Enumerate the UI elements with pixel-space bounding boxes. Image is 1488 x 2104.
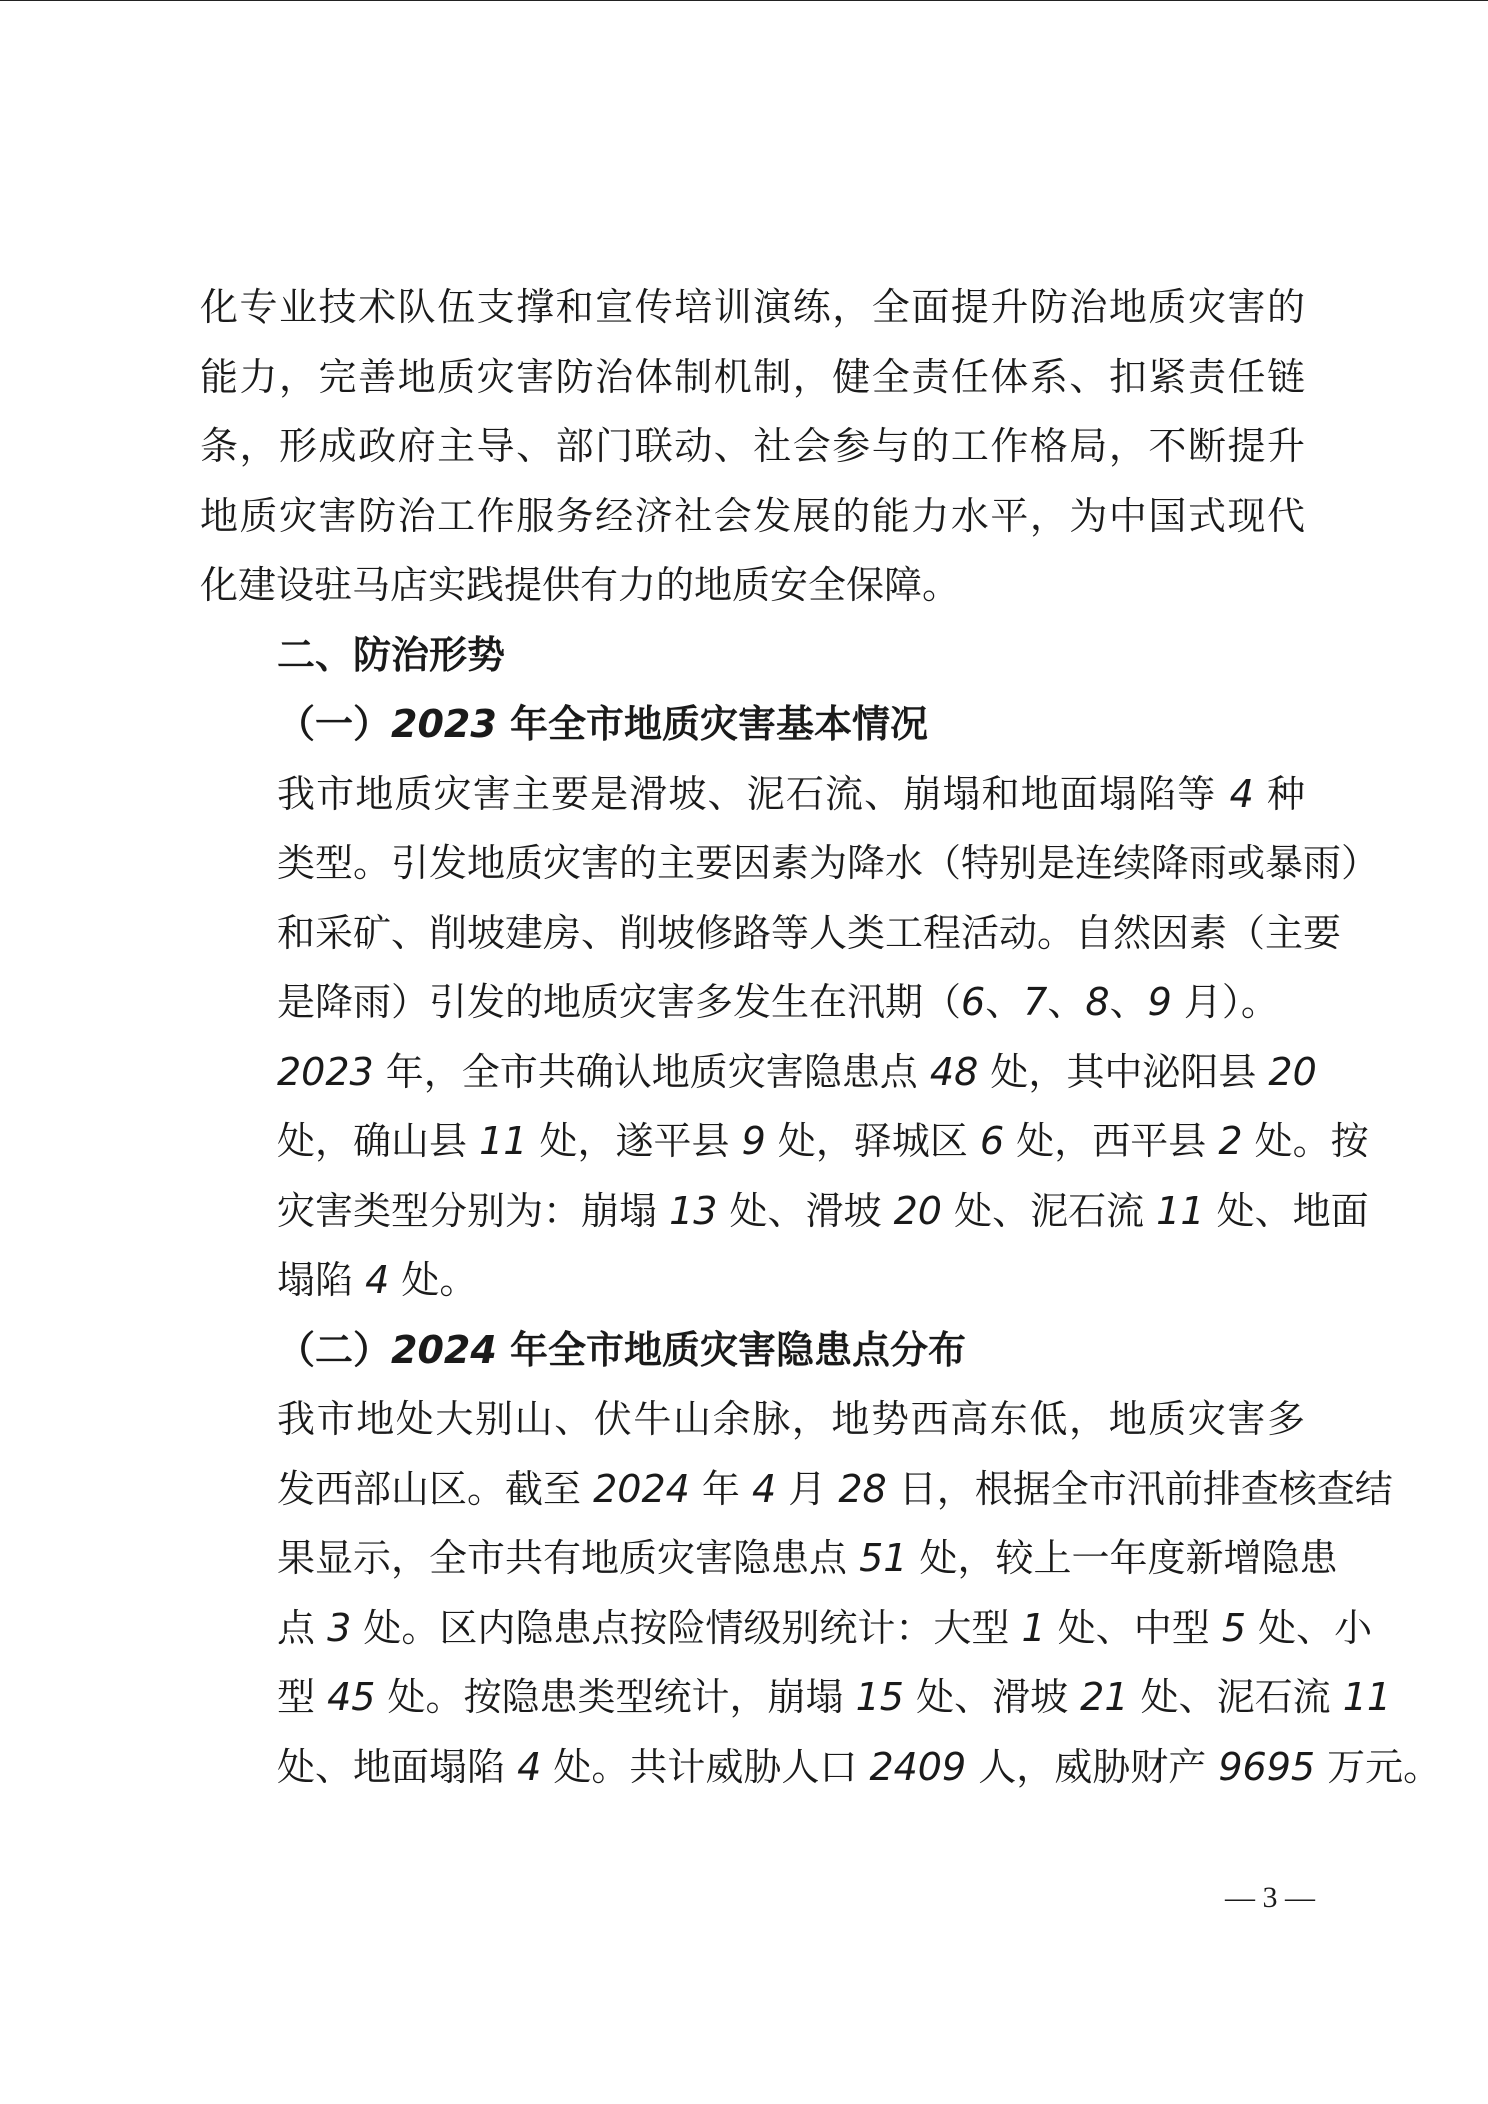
text-run: 月）。 [1171,980,1279,1024]
text-run: 年 [689,1466,752,1511]
subsection-heading [200,1316,1305,1386]
text-run: 处，遂平县 [527,1119,742,1163]
text-run: 处，其中泌阳县 [978,1049,1269,1094]
text-line [200,1524,1338,1594]
text-run: 处，西平县 [1004,1119,1219,1163]
text-run: 是降雨）引发的地质灾害多发生在汛期（ [277,980,962,1024]
text-run: 处，确山县 [277,1119,480,1163]
number: 2023 [277,1049,374,1094]
text-line [200,829,1380,899]
text-run: 化专业技术队伍支撑和宣传培训演练，全面提升防治地质灾害的 [200,285,1305,329]
text-line [200,1246,1305,1316]
text-run: 灾害类型分别为：崩塌 [277,1188,670,1233]
body-paragraph [200,1038,1369,1316]
number: 21 [1080,1675,1129,1719]
number: 2 [1218,1119,1243,1163]
number: 4 [1229,771,1254,816]
text-line [200,621,1305,691]
text-line [200,1038,1317,1108]
number: 4 [365,1258,390,1302]
text-run: 能力，完善地质灾害防治体制机制，健全责任体系、扣紧责任链 [200,354,1305,399]
text-run: 处、中型 [1045,1605,1222,1650]
number: 9695 [1218,1744,1316,1789]
number: 2023 [391,702,497,746]
text-line [200,1594,1373,1664]
text-run: 处、泥石流 [1128,1675,1343,1719]
text-run: 我市地处大别山、伏牛山余脉，地势西高东低，地质灾害多 [277,1397,1305,1441]
text-run: 年全市地质灾害隐患点分布 [496,1327,967,1372]
number: 9 [1147,980,1172,1024]
text-line [200,482,1305,552]
number: 2024 [391,1327,497,1372]
text-line [200,412,1305,482]
page-number: — 3 — [1225,1881,1315,1914]
number: 9 [741,1119,766,1163]
document-body [200,273,1442,1802]
text-run: 处。 [389,1258,478,1302]
text-line [200,273,1305,343]
text-run: 处。区内隐患点按险情级别统计：大型 [351,1605,1022,1650]
text-run: 万元。 [1315,1744,1442,1789]
text-run: 、 [1109,980,1148,1024]
body-paragraph [200,760,1380,1038]
text-run: 年全市地质灾害基本情况 [496,702,929,746]
number: 11 [1156,1188,1205,1233]
text-run: 型 [277,1675,328,1719]
text-line [200,1455,1393,1525]
text-run: 我市地质灾害主要是滑坡、泥石流、崩塌和地面塌陷等 [277,771,1230,816]
text-run: 处，较上一年度新增隐患 [907,1536,1338,1580]
text-line [200,1663,1392,1733]
text-line [200,551,1305,621]
text-run: 日，根据全市汛前排查核查结 [886,1466,1393,1511]
text-run: 处，驿城区 [765,1119,980,1163]
text-run: 月 [776,1466,839,1511]
number: 4 [517,1744,542,1789]
text-run: 地质灾害防治工作服务经济社会发展的能力水平，为中国式现代 [200,493,1305,538]
text-run: 处。共计威胁人口 [541,1744,870,1789]
text-run: 二、防治形势 [277,632,506,677]
number: 48 [929,1049,979,1094]
number: 6 [979,1119,1005,1163]
text-run: 处、地面塌陷 [277,1744,518,1789]
text-run: 和采矿、削坡建房、削坡修路等人类工程活动。自然因素（主要 [277,910,1342,955]
number: 7 [1023,980,1048,1024]
text-run: 年，全市共确认地质灾害隐患点 [373,1049,930,1094]
text-run: 处。按隐患类型统计，崩塌 [375,1675,856,1719]
section-heading [200,621,1305,691]
text-run: 处、滑坡 [903,1675,1081,1719]
text-run: 果显示，全市共有地质灾害隐患点 [277,1536,860,1580]
text-run: 条，形成政府主导、部门联动、社会参与的工作格局，不断提升 [200,424,1305,468]
text-run: 处、小 [1246,1605,1373,1650]
text-run: 处、滑坡 [717,1188,894,1233]
text-run: 处、泥石流 [941,1188,1157,1233]
number: 20 [1268,1049,1317,1094]
text-run: 、 [985,980,1024,1024]
number: 13 [669,1188,718,1233]
text-line [200,1385,1305,1455]
text-run: 发西部山区。截至 [277,1466,594,1511]
number: 5 [1221,1605,1246,1650]
text-run: （二） [277,1327,392,1372]
text-line [200,899,1342,969]
text-run: 、 [1047,980,1086,1024]
text-run: 处。按 [1242,1119,1369,1163]
number: 15 [855,1675,904,1719]
number: 45 [327,1675,376,1719]
text-line [200,343,1305,413]
text-line [200,968,1305,1038]
number: 8 [1085,980,1110,1024]
text-line [200,760,1305,830]
number: 20 [893,1188,942,1233]
text-run: 处、地面 [1204,1188,1369,1233]
number: 11 [1342,1675,1392,1719]
number: 1 [1021,1605,1046,1650]
text-line [200,1316,1305,1386]
text-run: 人，威胁财产 [966,1744,1219,1789]
number: 51 [859,1536,908,1580]
number: 2024 [593,1466,690,1511]
subsection-heading [200,690,1305,760]
text-run: 点 [277,1605,328,1650]
number: 3 [327,1605,352,1650]
text-run: 种 [1253,771,1305,816]
number: 11 [479,1119,528,1163]
body-paragraph [200,273,1305,621]
text-run: 塌陷 [277,1258,366,1302]
number: 6 [961,980,986,1024]
text-line [200,1733,1442,1803]
number: 2409 [869,1744,967,1789]
number: 28 [838,1466,887,1511]
text-line [200,690,1305,760]
number: 4 [751,1466,777,1511]
text-line [200,1107,1369,1177]
text-run: 类型。引发地质灾害的主要因素为降水（特别是连续降雨或暴雨） [277,841,1380,885]
text-run: 化建设驻马店实践提供有力的地质安全保障。 [200,563,961,607]
text-run: （一） [277,702,392,746]
body-paragraph [200,1385,1442,1802]
text-line [200,1177,1369,1247]
